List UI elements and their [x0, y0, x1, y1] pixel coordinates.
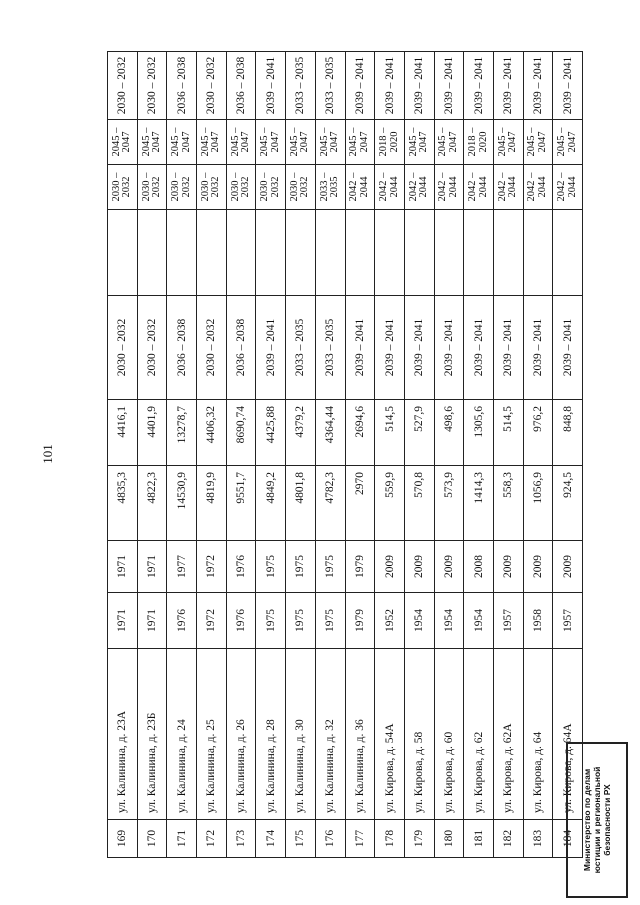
total-area-cell: 4801,8	[286, 466, 316, 541]
period-part: 2030 –	[170, 172, 182, 202]
period-part: 2045 –	[140, 127, 152, 157]
period-split-cell	[345, 120, 375, 165]
period-part: 2042 –	[467, 172, 479, 202]
living-area-cell: 498,6	[434, 400, 464, 466]
address-cell: ул. Калинина, д. 25	[197, 649, 227, 820]
year-built-cell: 1954	[464, 593, 494, 649]
period-split-cell	[464, 165, 494, 210]
period-split-cell	[523, 120, 553, 165]
period-part: 2033 –	[318, 172, 330, 202]
period-cell-empty	[404, 210, 434, 296]
period-cell: 2039 – 2041	[345, 52, 375, 120]
period-split-cell	[137, 120, 167, 165]
period-part: 2045 –	[170, 127, 182, 157]
year-built-cell: 1972	[197, 593, 227, 649]
total-area-cell: 573,9	[434, 466, 464, 541]
address-cell: ул. Калинина, д. 32	[315, 649, 345, 820]
period-split-cell	[137, 165, 167, 210]
total-area-cell: 2970	[345, 466, 375, 541]
period-split-cell	[197, 165, 227, 210]
period-split-cell	[256, 165, 286, 210]
period-cell-empty	[553, 210, 583, 296]
year-cell: 1975	[315, 541, 345, 593]
address-cell: ул. Калинина, д. 23А	[108, 649, 138, 820]
period-cell: 2039 – 2041	[464, 296, 494, 400]
table-row	[315, 52, 345, 858]
period-part: 2045 –	[259, 127, 271, 157]
period-part: 2047	[151, 131, 163, 153]
period-split-cell	[493, 165, 523, 210]
table-row	[167, 52, 197, 858]
living-area-cell: 4406,32	[197, 400, 227, 466]
row-number: 180	[434, 820, 464, 858]
year-built-cell: 1971	[137, 593, 167, 649]
period-cell-empty	[523, 210, 553, 296]
address-cell: ул. Калинина, д. 24	[167, 649, 197, 820]
period-part: 2045 –	[526, 127, 538, 157]
address-cell: ул. Кирова, д. 64	[523, 649, 553, 820]
year-cell: 1971	[108, 541, 138, 593]
period-cell: 2033 – 2035	[315, 52, 345, 120]
period-cell: 2039 – 2041	[404, 52, 434, 120]
period-cell: 2039 – 2041	[434, 296, 464, 400]
period-part: 2030 –	[140, 172, 152, 202]
period-split-cell	[375, 165, 405, 210]
period-split-cell	[434, 120, 464, 165]
total-area-cell: 558,3	[493, 466, 523, 541]
period-part: 2045 –	[556, 127, 568, 157]
row-number: 174	[256, 820, 286, 858]
period-split-cell	[375, 120, 405, 165]
period-part: 2045 –	[496, 127, 508, 157]
period-part: 2047	[180, 131, 192, 153]
row-number: 177	[345, 820, 375, 858]
row-number: 169	[108, 820, 138, 858]
period-part: 2045 –	[348, 127, 360, 157]
period-part: 2044	[418, 176, 430, 198]
period-part: 2047	[240, 131, 252, 153]
total-area-cell: 4782,3	[315, 466, 345, 541]
total-area-cell: 9551,7	[226, 466, 256, 541]
row-number: 182	[493, 820, 523, 858]
period-part: 2020	[388, 131, 400, 153]
period-part: 2035	[329, 176, 341, 198]
address-cell: ул. Кирова, д. 62А	[493, 649, 523, 820]
period-cell: 2030 – 2032	[197, 296, 227, 400]
period-cell-empty	[137, 210, 167, 296]
period-part: 2044	[358, 176, 370, 198]
period-part: 2045 –	[110, 127, 122, 157]
total-area-cell: 4849,2	[256, 466, 286, 541]
year-cell: 1972	[197, 541, 227, 593]
row-number: 175	[286, 820, 316, 858]
period-part: 2032	[180, 176, 192, 198]
period-part: 2047	[447, 131, 459, 153]
row-number: 176	[315, 820, 345, 858]
period-cell: 2033 – 2035	[286, 52, 316, 120]
period-split-cell	[226, 120, 256, 165]
period-part: 2030 –	[229, 172, 241, 202]
period-cell: 2039 – 2041	[523, 296, 553, 400]
period-split-cell	[167, 165, 197, 210]
living-area-cell: 4401,9	[137, 400, 167, 466]
period-part: 2032	[240, 176, 252, 198]
period-cell-empty	[345, 210, 375, 296]
period-part: 2044	[507, 176, 519, 198]
address-cell: ул. Калинина, д. 28	[256, 649, 286, 820]
row-number: 184	[553, 820, 583, 858]
period-cell: 2039 – 2041	[404, 296, 434, 400]
period-split-cell	[108, 165, 138, 210]
period-cell-empty	[108, 210, 138, 296]
period-part: 2042 –	[407, 172, 419, 202]
row-number: 179	[404, 820, 434, 858]
year-cell: 1977	[167, 541, 197, 593]
period-part: 2032	[151, 176, 163, 198]
table-row	[375, 52, 405, 858]
period-cell: 2039 – 2041	[256, 296, 286, 400]
total-area-cell: 4819,9	[197, 466, 227, 541]
period-part: 2030 –	[259, 172, 271, 202]
stamp-line: юстиции и региональной	[591, 766, 602, 874]
period-split-cell	[404, 165, 434, 210]
year-built-cell: 1954	[434, 593, 464, 649]
year-built-cell: 1971	[108, 593, 138, 649]
table-row	[493, 52, 523, 858]
period-part: 2047	[329, 131, 341, 153]
year-built-cell: 1958	[523, 593, 553, 649]
period-part: 2044	[536, 176, 548, 198]
period-part: 2044	[566, 176, 578, 198]
row-number: 170	[137, 820, 167, 858]
period-split-cell	[167, 120, 197, 165]
period-cell-empty	[167, 210, 197, 296]
table-row	[226, 52, 256, 858]
address-cell: ул. Калинина, д. 26	[226, 649, 256, 820]
period-cell: 2039 – 2041	[256, 52, 286, 120]
period-cell-empty	[464, 210, 494, 296]
ministry-stamp	[566, 742, 628, 898]
period-part: 2047	[566, 131, 578, 153]
period-part: 2018 –	[467, 127, 479, 157]
period-split-cell	[256, 120, 286, 165]
period-part: 2045 –	[318, 127, 330, 157]
address-cell: ул. Кирова, д. 62	[464, 649, 494, 820]
living-area-cell: 527,9	[404, 400, 434, 466]
row-number: 183	[523, 820, 553, 858]
total-area-cell: 4835,3	[108, 466, 138, 541]
period-part: 2047	[507, 131, 519, 153]
period-split-cell	[197, 120, 227, 165]
row-number: 171	[167, 820, 197, 858]
period-part: 2045 –	[199, 127, 211, 157]
year-built-cell: 1975	[256, 593, 286, 649]
period-cell: 2039 – 2041	[345, 296, 375, 400]
living-area-cell: 1305,6	[464, 400, 494, 466]
period-cell: 2039 – 2041	[375, 296, 405, 400]
period-split-cell	[286, 165, 316, 210]
period-cell-empty	[256, 210, 286, 296]
total-area-cell: 1414,3	[464, 466, 494, 541]
year-cell: 2009	[523, 541, 553, 593]
period-part: 2047	[358, 131, 370, 153]
row-number: 172	[197, 820, 227, 858]
period-cell: 2039 – 2041	[523, 52, 553, 120]
year-cell: 2009	[493, 541, 523, 593]
period-split-cell	[315, 165, 345, 210]
table-row	[345, 52, 375, 858]
period-cell: 2039 – 2041	[493, 296, 523, 400]
period-split-cell	[493, 120, 523, 165]
period-cell: 2039 – 2041	[434, 52, 464, 120]
period-cell-empty	[315, 210, 345, 296]
period-cell: 2039 – 2041	[375, 52, 405, 120]
period-part: 2030 –	[110, 172, 122, 202]
year-cell: 1975	[286, 541, 316, 593]
period-part: 2032	[299, 176, 311, 198]
stamp-line: Министерство по делам	[581, 768, 592, 872]
period-part: 2044	[477, 176, 489, 198]
living-area-cell: 8690,74	[226, 400, 256, 466]
table-row	[108, 52, 138, 858]
period-cell: 2033 – 2035	[286, 296, 316, 400]
year-cell: 1979	[345, 541, 375, 593]
year-built-cell: 1957	[553, 593, 583, 649]
table-row	[256, 52, 286, 858]
period-cell-empty	[226, 210, 256, 296]
period-split-cell	[523, 165, 553, 210]
period-part: 2047	[299, 131, 311, 153]
period-part: 2030 –	[199, 172, 211, 202]
period-part: 2020	[477, 131, 489, 153]
year-cell: 2009	[404, 541, 434, 593]
address-cell: ул. Кирова, д. 58	[404, 649, 434, 820]
table-row	[197, 52, 227, 858]
living-area-cell: 4416,1	[108, 400, 138, 466]
period-split-cell	[226, 165, 256, 210]
year-cell: 1971	[137, 541, 167, 593]
table-row	[464, 52, 494, 858]
period-part: 2044	[388, 176, 400, 198]
living-area-cell: 976,2	[523, 400, 553, 466]
period-part: 2045 –	[229, 127, 241, 157]
table-row	[286, 52, 316, 858]
period-cell-empty	[434, 210, 464, 296]
period-part: 2042 –	[348, 172, 360, 202]
period-part: 2042 –	[556, 172, 568, 202]
year-cell: 2009	[434, 541, 464, 593]
total-area-cell: 559,9	[375, 466, 405, 541]
total-area-cell: 4822,3	[137, 466, 167, 541]
period-part: 2042 –	[496, 172, 508, 202]
total-area-cell: 570,8	[404, 466, 434, 541]
address-cell: ул. Кирова, д. 54А	[375, 649, 405, 820]
period-part: 2042 –	[437, 172, 449, 202]
period-cell: 2036 – 2038	[167, 52, 197, 120]
period-part: 2045 –	[407, 127, 419, 157]
period-cell: 2030 – 2032	[197, 52, 227, 120]
total-area-cell: 14530,9	[167, 466, 197, 541]
table-row	[404, 52, 434, 858]
living-area-cell: 514,5	[375, 400, 405, 466]
period-cell: 2030 – 2032	[108, 52, 138, 120]
row-number: 181	[464, 820, 494, 858]
living-area-cell: 4379,2	[286, 400, 316, 466]
table-row	[553, 52, 583, 858]
year-cell: 2009	[375, 541, 405, 593]
period-part: 2047	[121, 131, 133, 153]
address-cell: ул. Калинина, д. 23Б	[137, 649, 167, 820]
page-number: 101	[39, 444, 55, 464]
period-split-cell	[434, 165, 464, 210]
period-cell: 2030 – 2032	[108, 296, 138, 400]
period-cell: 2036 – 2038	[167, 296, 197, 400]
period-cell: 2039 – 2041	[553, 296, 583, 400]
period-part: 2044	[447, 176, 459, 198]
period-split-cell	[553, 120, 583, 165]
period-split-cell	[108, 120, 138, 165]
year-cell: 2008	[464, 541, 494, 593]
period-cell: 2036 – 2038	[226, 296, 256, 400]
address-cell: ул. Калинина, д. 30	[286, 649, 316, 820]
living-area-cell: 514,5	[493, 400, 523, 466]
year-built-cell: 1976	[226, 593, 256, 649]
period-part: 2018 –	[378, 127, 390, 157]
period-part: 2042 –	[526, 172, 538, 202]
year-built-cell: 1957	[493, 593, 523, 649]
period-cell-empty	[286, 210, 316, 296]
period-part: 2045 –	[288, 127, 300, 157]
year-built-cell: 1975	[315, 593, 345, 649]
period-cell: 2030 – 2032	[137, 296, 167, 400]
table-row	[523, 52, 553, 858]
year-cell: 1975	[256, 541, 286, 593]
year-cell: 1976	[226, 541, 256, 593]
address-cell: ул. Кирова, д. 64А	[553, 649, 583, 820]
period-cell-empty	[493, 210, 523, 296]
period-part: 2042 –	[378, 172, 390, 202]
stamp-line: безопасности РХ	[602, 784, 613, 856]
period-split-cell	[464, 120, 494, 165]
period-cell-empty	[375, 210, 405, 296]
year-built-cell: 1952	[375, 593, 405, 649]
year-built-cell: 1976	[167, 593, 197, 649]
period-cell: 2039 – 2041	[493, 52, 523, 120]
period-part: 2045 –	[437, 127, 449, 157]
living-area-cell: 13278,7	[167, 400, 197, 466]
living-area-cell: 848,8	[553, 400, 583, 466]
row-number: 173	[226, 820, 256, 858]
year-built-cell: 1954	[404, 593, 434, 649]
year-built-cell: 1975	[286, 593, 316, 649]
period-part: 2047	[210, 131, 222, 153]
year-built-cell: 1979	[345, 593, 375, 649]
address-cell: ул. Кирова, д. 60	[434, 649, 464, 820]
period-split-cell	[286, 120, 316, 165]
period-cell: 2036 – 2038	[226, 52, 256, 120]
period-cell: 2030 – 2032	[137, 52, 167, 120]
period-cell-empty	[197, 210, 227, 296]
period-cell: 2039 – 2041	[464, 52, 494, 120]
period-part: 2047	[418, 131, 430, 153]
total-area-cell: 924,5	[553, 466, 583, 541]
period-split-cell	[553, 165, 583, 210]
table-row	[137, 52, 167, 858]
period-cell: 2039 – 2041	[553, 52, 583, 120]
address-cell: ул. Калинина, д. 36	[345, 649, 375, 820]
living-area-cell: 4425,88	[256, 400, 286, 466]
period-part: 2047	[269, 131, 281, 153]
period-part: 2032	[269, 176, 281, 198]
period-split-cell	[345, 165, 375, 210]
period-part: 2030 –	[288, 172, 300, 202]
row-number: 178	[375, 820, 405, 858]
table-row	[434, 52, 464, 858]
period-part: 2032	[210, 176, 222, 198]
housing-schedule-table	[107, 51, 583, 858]
total-area-cell: 1056,9	[523, 466, 553, 541]
living-area-cell: 4364,44	[315, 400, 345, 466]
period-part: 2047	[536, 131, 548, 153]
year-cell: 2009	[553, 541, 583, 593]
period-split-cell	[404, 120, 434, 165]
living-area-cell: 2694,6	[345, 400, 375, 466]
period-part: 2032	[121, 176, 133, 198]
table-container	[107, 52, 583, 858]
period-split-cell	[315, 120, 345, 165]
period-cell: 2033 – 2035	[315, 296, 345, 400]
